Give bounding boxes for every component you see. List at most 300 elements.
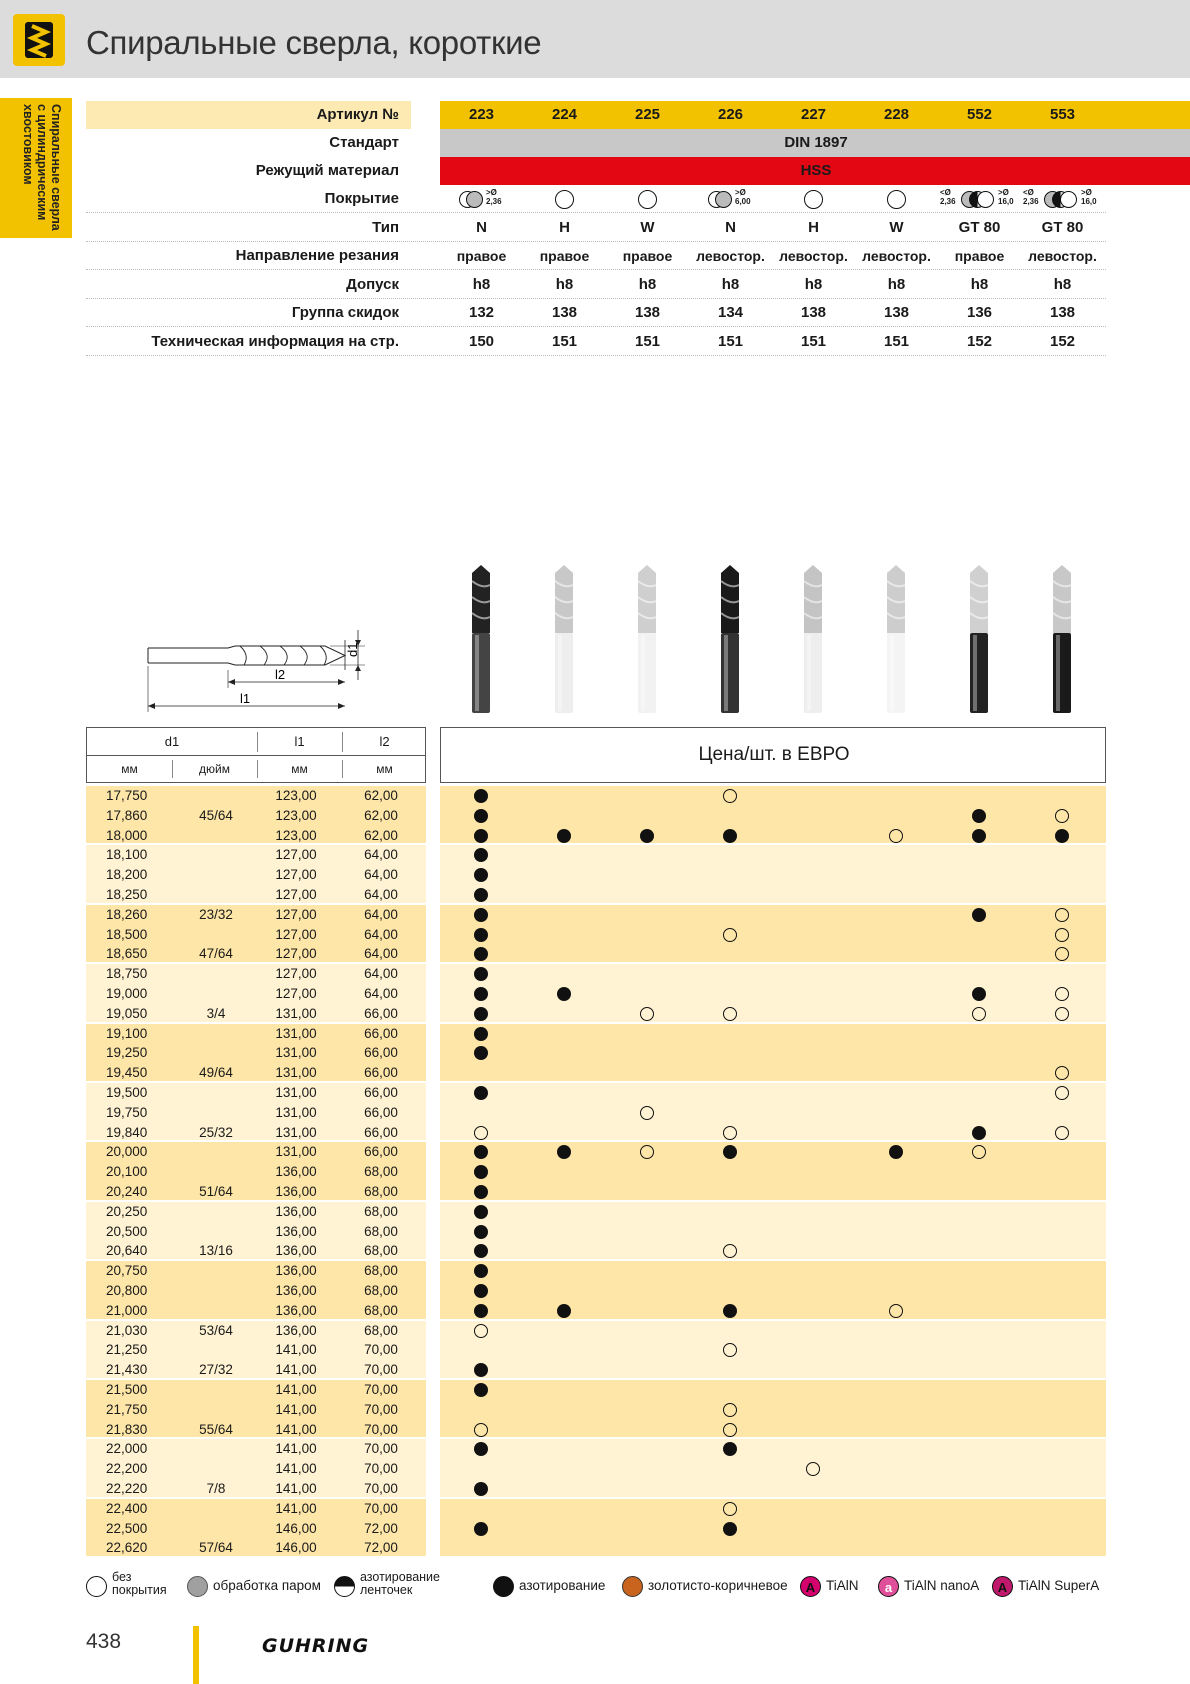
cell-d1: 20,100 [106, 1164, 148, 1180]
legend-text: азотирование [360, 1570, 440, 1584]
l2-mm-header: мм [376, 762, 393, 776]
cell-d1: 21,500 [106, 1382, 148, 1397]
cell-l2: 62,00 [364, 827, 398, 843]
table-row [86, 826, 1106, 846]
available-filled-marker [474, 1165, 488, 1179]
header-divider [87, 755, 425, 756]
header-separator [257, 732, 258, 752]
table-row [86, 1142, 1106, 1162]
uncoated-icon [555, 190, 574, 209]
cell-l2: 66,00 [364, 1144, 398, 1160]
cell-l2: 66,00 [364, 1085, 398, 1100]
cell-inch: 25/32 [199, 1124, 233, 1140]
cell-d1: 18,750 [106, 966, 148, 982]
available-filled-marker [474, 1244, 488, 1258]
available-filled-marker [474, 789, 488, 803]
spec-direction-value: левостор. [696, 248, 765, 264]
cell-inch: 27/32 [199, 1362, 233, 1378]
cell-d1: 20,240 [106, 1184, 148, 1199]
cell-l2: 64,00 [364, 887, 398, 902]
coating-cell [772, 185, 855, 213]
cell-l2: 70,00 [364, 1461, 398, 1477]
drill-photo [551, 563, 577, 715]
available-filled-marker [474, 829, 488, 843]
available-open-marker [889, 829, 903, 843]
coating-note: >Ø 2,36 [486, 188, 502, 206]
cell-l1: 127,00 [275, 847, 317, 863]
available-filled-marker [474, 1304, 488, 1318]
table-row [86, 1499, 1106, 1519]
available-open-marker [1055, 947, 1069, 961]
d1-label: d1 [345, 642, 360, 657]
spec-techinfo-value: 152 [966, 333, 993, 350]
drill-photo [800, 563, 826, 715]
available-open-marker [1055, 809, 1069, 823]
available-open-marker [972, 1145, 986, 1159]
cell-l2: 66,00 [364, 1104, 398, 1120]
available-filled-marker [972, 1126, 986, 1140]
table-row [86, 1479, 1106, 1499]
cell-l1: 136,00 [275, 1302, 317, 1318]
drill-photo [966, 563, 992, 715]
price-header-label: Цена/шт. в ЕВРО [698, 744, 850, 765]
spec-type-value: H [559, 219, 570, 236]
available-open-marker [723, 1007, 737, 1021]
cell-d1: 17,750 [106, 788, 148, 803]
cell-d1: 22,620 [106, 1540, 148, 1556]
available-open-marker [1055, 1007, 1069, 1021]
cell-l1: 141,00 [275, 1362, 317, 1378]
spec-article-value: 223 [468, 106, 495, 123]
cell-l2: 68,00 [364, 1322, 398, 1338]
table-row [86, 1103, 1106, 1123]
table-row [86, 944, 1106, 964]
uncoated-icon [638, 190, 657, 209]
legend-text: без [112, 1570, 132, 1584]
cell-inch: 23/32 [199, 906, 233, 922]
cell-l1: 136,00 [275, 1164, 317, 1180]
available-open-marker [723, 1126, 737, 1140]
spec-tolerance-value: h8 [1053, 276, 1072, 293]
cell-l1: 136,00 [275, 1184, 317, 1199]
spec-type-value: GT 80 [958, 219, 1001, 236]
available-filled-marker [723, 1145, 737, 1159]
cell-l1: 146,00 [275, 1540, 317, 1556]
spec-type-value: N [476, 219, 487, 236]
available-filled-marker [474, 1522, 488, 1536]
spec-tolerance-value: h8 [638, 276, 657, 293]
cell-l1: 136,00 [275, 1263, 317, 1279]
d1-mm-header: мм [121, 762, 138, 776]
cell-d1: 21,750 [106, 1401, 148, 1417]
available-filled-marker [474, 1482, 488, 1496]
cell-l2: 68,00 [364, 1203, 398, 1219]
available-filled-marker [474, 1284, 488, 1298]
spec-label-direction: Направление резания [235, 247, 399, 264]
available-filled-marker [889, 1145, 903, 1159]
cell-l2: 68,00 [364, 1302, 398, 1318]
available-filled-marker [474, 1145, 488, 1159]
spec-article-value: 227 [800, 106, 827, 123]
cell-l1: 136,00 [275, 1223, 317, 1239]
cell-l2: 66,00 [364, 1025, 398, 1041]
cell-l1: 123,00 [275, 788, 317, 803]
steam-treated-icon [466, 191, 483, 208]
cell-l2: 64,00 [364, 847, 398, 863]
available-open-marker [806, 1462, 820, 1476]
table-row [86, 1241, 1106, 1261]
drill-icon [13, 14, 65, 66]
spec-techinfo-value: 151 [551, 333, 578, 350]
table-row [86, 1519, 1106, 1539]
coating-cell [440, 185, 523, 213]
cell-l2: 70,00 [364, 1441, 398, 1457]
legend-tialn-nano-label: TiAlN nanoA [904, 1578, 980, 1593]
uncoated-icon [887, 190, 906, 209]
cell-l1: 131,00 [275, 1104, 317, 1120]
available-filled-marker [474, 1264, 488, 1278]
uncoated-icon [977, 191, 994, 208]
page-number: 438 [86, 1630, 122, 1653]
available-open-marker [474, 1423, 488, 1437]
cell-l2: 66,00 [364, 1005, 398, 1021]
table-row [86, 1083, 1106, 1103]
steam-treated-icon [187, 1576, 208, 1597]
drill-dimension-diagram [140, 620, 370, 720]
available-filled-marker [474, 987, 488, 1001]
l1-header: l1 [294, 734, 305, 749]
cell-d1: 18,000 [106, 827, 148, 843]
available-filled-marker [474, 908, 488, 922]
cell-l2: 64,00 [364, 946, 398, 962]
d1-header: d1 [164, 734, 180, 749]
cell-d1: 19,100 [106, 1025, 148, 1041]
table-row [86, 1360, 1106, 1380]
cell-l1: 141,00 [275, 1481, 317, 1496]
available-filled-marker [474, 1363, 488, 1377]
cell-inch: 45/64 [199, 807, 233, 823]
cell-d1: 22,000 [106, 1441, 148, 1457]
cell-d1: 20,500 [106, 1223, 148, 1239]
spec-discount-value: 138 [800, 304, 827, 321]
available-filled-marker [557, 1145, 571, 1159]
cell-d1: 21,830 [106, 1421, 148, 1437]
gold-brown-icon [622, 1576, 643, 1597]
spec-row-direction [86, 242, 1106, 270]
available-filled-marker [972, 987, 986, 1001]
coating-note: >Ø 16,0 [1081, 188, 1097, 206]
spec-article-value: 224 [551, 106, 578, 123]
cell-l1: 136,00 [275, 1283, 317, 1298]
cell-l1: 123,00 [275, 827, 317, 843]
available-filled-marker [972, 908, 986, 922]
price-header [440, 727, 1106, 783]
available-open-marker [1055, 908, 1069, 922]
available-filled-marker [474, 809, 488, 823]
cell-l2: 70,00 [364, 1421, 398, 1437]
table-row [86, 905, 1106, 925]
page-header [0, 0, 1190, 78]
cell-l1: 131,00 [275, 1005, 317, 1021]
cell-l1: 141,00 [275, 1500, 317, 1516]
available-filled-marker [474, 1225, 488, 1239]
cell-l2: 68,00 [364, 1243, 398, 1259]
available-filled-marker [474, 1027, 488, 1041]
cell-l2: 66,00 [364, 1065, 398, 1081]
cell-l2: 64,00 [364, 906, 398, 922]
available-filled-marker [474, 967, 488, 981]
cell-l1: 136,00 [275, 1203, 317, 1219]
table-row [86, 786, 1106, 806]
cell-l1: 136,00 [275, 1243, 317, 1259]
spec-row-coating [86, 185, 1106, 213]
cell-l2: 72,00 [364, 1540, 398, 1556]
l2-label: l2 [275, 667, 286, 682]
spec-direction-value: правое [456, 248, 507, 264]
spec-type-value: W [889, 219, 904, 236]
header-separator [342, 760, 343, 778]
cell-l2: 68,00 [364, 1223, 398, 1239]
available-filled-marker [972, 829, 986, 843]
table-row [86, 1420, 1106, 1440]
available-filled-marker [474, 1442, 488, 1456]
spec-discount-value: 138 [551, 304, 578, 321]
coating-cell [938, 185, 1021, 213]
available-open-marker [1055, 928, 1069, 942]
spec-article-value: 552 [966, 106, 993, 123]
available-filled-marker [474, 1185, 488, 1199]
tialn-nano-icon: a [878, 1576, 899, 1597]
cell-inch: 13/16 [199, 1243, 233, 1259]
spec-type-value: N [725, 219, 736, 236]
cell-d1: 21,030 [106, 1322, 148, 1338]
cell-l1: 127,00 [275, 966, 317, 982]
cell-l1: 127,00 [275, 867, 317, 883]
spec-tolerance-value: h8 [555, 276, 574, 293]
table-row [86, 1222, 1106, 1242]
available-filled-marker [723, 1442, 737, 1456]
nitrided-icon [493, 1576, 514, 1597]
table-row [86, 1162, 1106, 1182]
spec-direction-value: левостор. [1028, 248, 1097, 264]
cell-d1: 19,450 [106, 1065, 148, 1081]
spec-row-tolerance [86, 271, 1106, 299]
spec-discount-value: 138 [883, 304, 910, 321]
available-open-marker [474, 1324, 488, 1338]
cell-d1: 20,000 [106, 1144, 148, 1160]
legend-text: ленточек [360, 1583, 413, 1597]
table-row [86, 1202, 1106, 1222]
spec-tolerance-value: h8 [721, 276, 740, 293]
drill-photo [468, 563, 494, 715]
cell-d1: 20,640 [106, 1243, 148, 1259]
section-tab-line: хвостовиком [21, 104, 35, 185]
available-filled-marker [474, 888, 488, 902]
spec-type-value: GT 80 [1041, 219, 1084, 236]
cell-l2: 66,00 [364, 1045, 398, 1061]
cell-l1: 131,00 [275, 1025, 317, 1041]
table-row [86, 845, 1106, 865]
material-value: HSS [440, 157, 1190, 185]
available-open-marker [723, 1244, 737, 1258]
coating-cell [606, 185, 689, 213]
l2-header: l2 [379, 734, 390, 749]
table-row [86, 1281, 1106, 1301]
coating-note: <Ø 2,36 [940, 188, 956, 206]
coating-cell [689, 185, 772, 213]
cell-l1: 136,00 [275, 1322, 317, 1338]
header-separator [342, 732, 343, 752]
cell-d1: 19,050 [106, 1005, 148, 1021]
cell-l1: 127,00 [275, 926, 317, 942]
cell-d1: 20,800 [106, 1283, 148, 1298]
available-filled-marker [972, 809, 986, 823]
uncoated-icon [804, 190, 823, 209]
coating-note: >Ø 6,00 [735, 188, 751, 206]
spec-row-article [86, 101, 1106, 129]
spec-direction-value: левостор. [862, 248, 931, 264]
nitrided-land-icon [334, 1576, 355, 1597]
cell-inch: 3/4 [206, 1005, 226, 1021]
coating-note: >Ø 16,0 [998, 188, 1014, 206]
available-open-marker [972, 1007, 986, 1021]
cell-l2: 70,00 [364, 1481, 398, 1496]
table-row [86, 1321, 1106, 1341]
cell-d1: 21,000 [106, 1302, 148, 1318]
available-open-marker [1055, 1126, 1069, 1140]
spec-article-value: 226 [717, 106, 744, 123]
spec-discount-value: 132 [468, 304, 495, 321]
cell-d1: 18,260 [106, 906, 148, 922]
available-filled-marker [474, 1046, 488, 1060]
available-filled-marker [474, 947, 488, 961]
spec-type-value: W [640, 219, 655, 236]
header-separator [257, 760, 258, 778]
cell-l1: 146,00 [275, 1520, 317, 1536]
available-filled-marker [557, 987, 571, 1001]
available-open-marker [474, 1126, 488, 1140]
legend-steam-label: обработка паром [213, 1578, 321, 1593]
cell-l1: 141,00 [275, 1461, 317, 1477]
available-open-marker [1055, 987, 1069, 1001]
available-filled-marker [1055, 829, 1069, 843]
uncoated-icon [86, 1576, 107, 1597]
cell-l1: 127,00 [275, 986, 317, 1001]
section-tab-label [21, 104, 63, 231]
cell-d1: 21,430 [106, 1362, 148, 1378]
table-row [86, 1459, 1106, 1479]
cell-l1: 131,00 [275, 1124, 317, 1140]
spec-discount-value: 138 [1049, 304, 1076, 321]
cell-inch: 55/64 [199, 1421, 233, 1437]
spec-techinfo-value: 152 [1049, 333, 1076, 350]
cell-d1: 17,860 [106, 807, 148, 823]
cell-d1: 22,500 [106, 1520, 148, 1536]
available-filled-marker [474, 848, 488, 862]
drill-photo [1049, 563, 1075, 715]
cell-l1: 127,00 [275, 887, 317, 902]
spec-label-techinfo: Техническая информация на стр. [151, 333, 399, 350]
table-row [86, 1340, 1106, 1360]
cell-l1: 131,00 [275, 1065, 317, 1081]
cell-d1: 19,000 [106, 986, 148, 1001]
cell-d1: 19,500 [106, 1085, 148, 1100]
table-row [86, 865, 1106, 885]
spec-tolerance-value: h8 [887, 276, 906, 293]
available-filled-marker [557, 829, 571, 843]
cell-d1: 18,200 [106, 867, 148, 883]
available-open-marker [723, 928, 737, 942]
legend-tialn-label: TiAlN [826, 1578, 859, 1593]
spec-label-tolerance: Допуск [346, 276, 399, 293]
cell-d1: 21,250 [106, 1342, 148, 1358]
cell-d1: 18,650 [106, 946, 148, 962]
table-row [86, 1043, 1106, 1063]
spec-techinfo-value: 150 [468, 333, 495, 350]
cell-l2: 64,00 [364, 986, 398, 1001]
cell-l1: 123,00 [275, 807, 317, 823]
cell-l1: 141,00 [275, 1342, 317, 1358]
spec-direction-value: правое [954, 248, 1005, 264]
tialn-super-icon: A [992, 1576, 1013, 1597]
cell-l1: 141,00 [275, 1401, 317, 1417]
spec-direction-value: левостор. [779, 248, 848, 264]
cell-d1: 18,250 [106, 887, 148, 902]
cell-d1: 22,220 [106, 1481, 148, 1496]
cell-l2: 70,00 [364, 1500, 398, 1516]
available-filled-marker [474, 1007, 488, 1021]
legend-text: покрытия [112, 1583, 167, 1597]
table-row [86, 1182, 1106, 1202]
available-open-marker [640, 1007, 654, 1021]
available-open-marker [640, 1106, 654, 1120]
cell-d1: 22,400 [106, 1500, 148, 1516]
spec-tolerance-value: h8 [804, 276, 823, 293]
cell-l2: 70,00 [364, 1382, 398, 1397]
table-row [86, 964, 1106, 984]
cell-inch: 7/8 [206, 1481, 226, 1496]
spec-article-value: 225 [634, 106, 661, 123]
legend-tialn-super-label: TiAlN SuperA [1018, 1578, 1100, 1593]
spec-tolerance-value: h8 [970, 276, 989, 293]
spec-label-discount: Группа скидок [291, 304, 399, 321]
cell-l1: 141,00 [275, 1421, 317, 1437]
spec-direction-value: правое [539, 248, 590, 264]
spec-article-value: 553 [1049, 106, 1076, 123]
tialn-icon: A [800, 1576, 821, 1597]
available-open-marker [723, 1403, 737, 1417]
table-row [86, 1123, 1106, 1143]
spec-label-material: Режущий материал [255, 162, 399, 179]
cell-l2: 70,00 [364, 1342, 398, 1358]
coating-cell [523, 185, 606, 213]
table-row [86, 1301, 1106, 1321]
spec-row-techinfo [86, 328, 1106, 356]
table-row [86, 1538, 1106, 1558]
l1-mm-header: мм [291, 762, 308, 776]
table-row [86, 1063, 1106, 1083]
spec-type-value: H [808, 219, 819, 236]
legend-gold-brown-label: золотисто-коричневое [648, 1578, 788, 1593]
legend-uncoated-label [112, 1571, 167, 1597]
drill-photo [717, 563, 743, 715]
legend-nitrided-label: азотирование [519, 1578, 606, 1593]
header-separator [172, 760, 173, 778]
cell-l2: 66,00 [364, 1124, 398, 1140]
spec-article-value: 228 [883, 106, 910, 123]
available-filled-marker [723, 1304, 737, 1318]
spec-tolerance-value: h8 [472, 276, 491, 293]
